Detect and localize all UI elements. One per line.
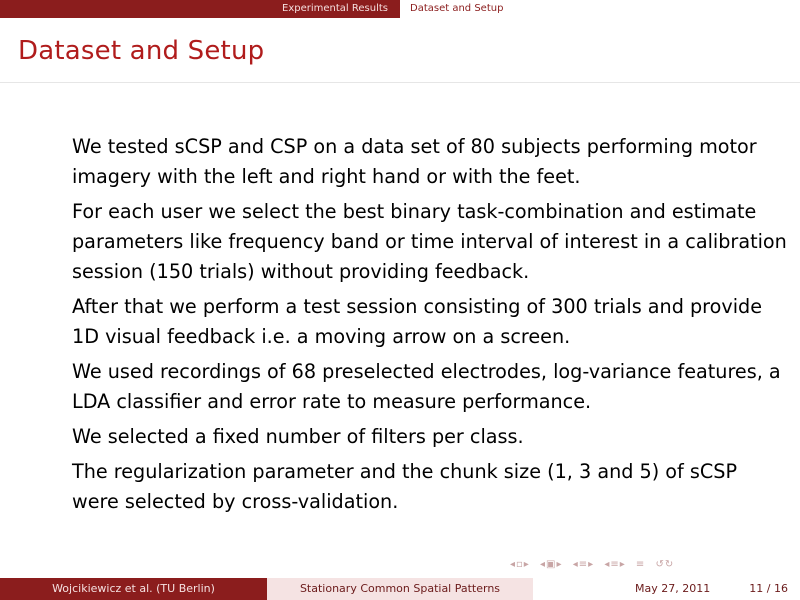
footer-author: Wojcikiewicz et al. (TU Berlin): [0, 578, 267, 600]
nav-frame-prev-icon[interactable]: ◂▫▸: [510, 559, 530, 570]
paragraph: The regularization parameter and the chunk size (1, 3 and 5) of sCSP were selected by cross-validation.: [72, 460, 738, 513]
paragraph: For each user we select the best binary task-combination and estimate parameters like frequency band or time interval of interest in a calibration session (150 trials) without providing feedback.: [72, 200, 787, 283]
paragraph: We used recordings of 68 preselected electrodes, log-variance features, a LDA classifier and error rate to measure performance.: [72, 360, 781, 413]
paragraph: We tested sCSP and CSP on a data set of 80 subjects performing motor imagery with the left and right hand or with the feet.: [72, 135, 757, 188]
footer-bar: [0, 578, 800, 600]
navigation-symbols: [510, 559, 790, 573]
nav-frame-next-icon[interactable]: ◂▣▸: [540, 559, 563, 570]
header-navigation-bar: [0, 0, 800, 18]
nav-search-icon[interactable]: ↺↻: [655, 559, 675, 570]
frame-body: [72, 132, 788, 522]
frame-title: Dataset and Setup: [18, 36, 265, 66]
title-divider: [0, 82, 800, 83]
section-nav: [0, 0, 400, 18]
nav-subsection-icon[interactable]: ◂≡▸: [572, 559, 595, 570]
footer-title: Stationary Common Spatial Patterns: [267, 578, 533, 600]
footer-date: May 27, 2011: [635, 582, 711, 595]
subsection-link[interactable]: Dataset and Setup: [410, 3, 504, 14]
section-link[interactable]: Experimental Results: [282, 3, 388, 14]
nav-section-icon[interactable]: ◂≡▸: [604, 559, 626, 570]
paragraph: After that we perform a test session consisting of 300 trials and provide 1D visual feedback i.e. a moving arrow on a screen.: [72, 295, 763, 348]
paragraph: We selected a fixed number of filters per class.: [72, 425, 524, 448]
page-counter: 11 / 16: [749, 582, 788, 595]
nav-doc-icon[interactable]: ≡: [635, 559, 646, 570]
footer-info: [533, 578, 800, 600]
